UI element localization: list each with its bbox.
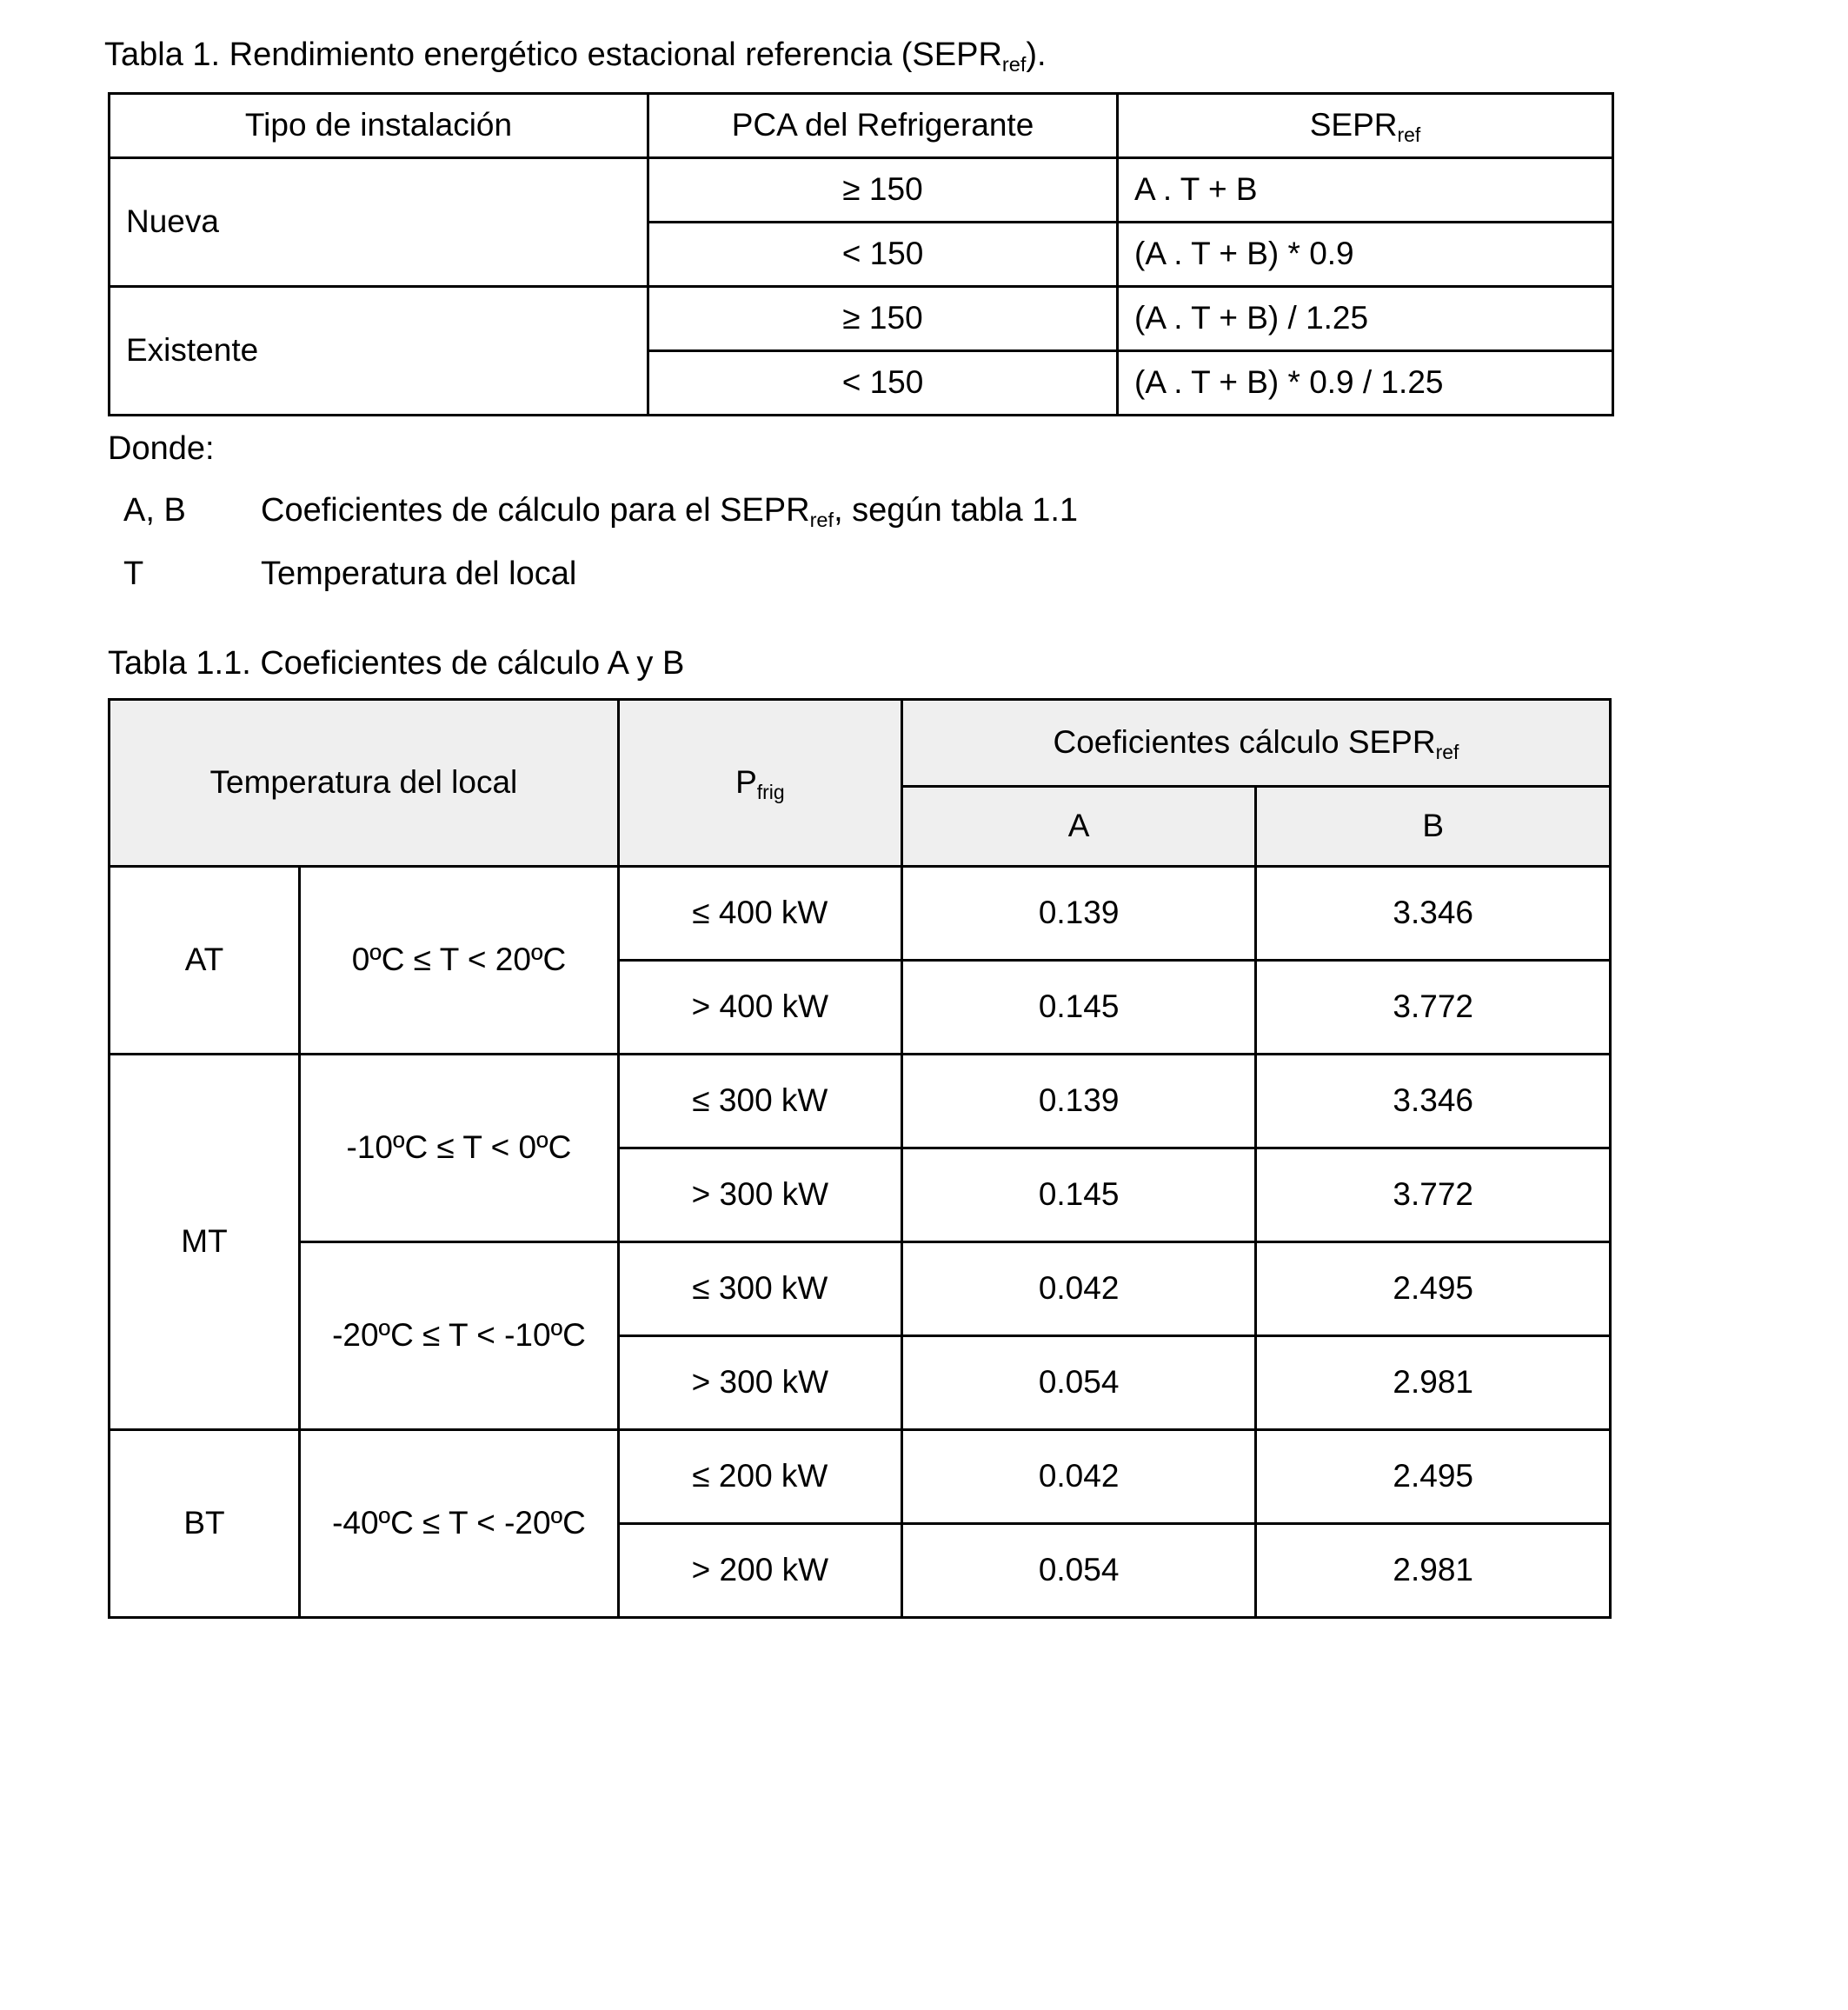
table-coefficients-a-b: [108, 698, 1612, 1619]
cell-temp-range: -10ºC ≤ T < 0ºC: [300, 1054, 619, 1241]
definition-desc-prefix: Coeficientes de cálculo para el SEPR: [261, 491, 810, 529]
cell-coefficient-b: 2.981: [1256, 1335, 1611, 1429]
cell-installation-existing: Existente: [110, 286, 648, 415]
cell-coefficient-b: 3.772: [1256, 1148, 1611, 1241]
cell-power: ≤ 300 kW: [618, 1054, 901, 1148]
definition-item: [104, 556, 1787, 593]
header-coefficients-text: Coeficientes cálculo SEPR: [1053, 724, 1436, 760]
cell-group-bt: BT: [110, 1429, 300, 1617]
header-pfrig-text: P: [735, 764, 757, 800]
table1-caption: [104, 35, 1787, 77]
cell-coefficient-b: 2.495: [1256, 1429, 1611, 1523]
table1-caption-suffix: ).: [1026, 37, 1047, 73]
cell-sepr-formula: (A . T + B) / 1.25: [1118, 286, 1613, 350]
cell-group-at: AT: [110, 866, 300, 1054]
cell-sepr-formula: (A . T + B) * 0.9: [1118, 222, 1613, 286]
cell-coefficient-a: 0.145: [901, 1148, 1256, 1241]
cell-coefficient-b: 3.346: [1256, 866, 1611, 960]
cell-coefficient-a: 0.054: [901, 1523, 1256, 1617]
table-row: [110, 157, 1613, 222]
cell-power: ≤ 400 kW: [618, 866, 901, 960]
cell-temp-range: -40ºC ≤ T < -20ºC: [300, 1429, 619, 1617]
definition-item: [104, 492, 1787, 529]
table1-caption-subscript: ref: [1001, 53, 1027, 77]
cell-power: ≤ 300 kW: [618, 1241, 901, 1335]
cell-coefficient-b: 3.346: [1256, 1054, 1611, 1148]
header-installation-type: Tipo de instalación: [110, 93, 648, 157]
cell-coefficient-b: 2.495: [1256, 1241, 1611, 1335]
table1-caption-prefix: Tabla 1. Rendimiento energético estacional referencia (SEPR: [104, 37, 1002, 73]
cell-coefficient-a: 0.145: [901, 960, 1256, 1054]
cell-installation-new: Nueva: [110, 157, 648, 286]
cell-coefficient-a: 0.054: [901, 1335, 1256, 1429]
cell-gwp: < 150: [648, 350, 1118, 415]
cell-coefficient-a: 0.042: [901, 1429, 1256, 1523]
table-row: [110, 1241, 1611, 1335]
cell-temp-range: -20ºC ≤ T < -10ºC: [300, 1241, 619, 1429]
definition-description: [261, 556, 1787, 593]
cell-power: ≤ 200 kW: [618, 1429, 901, 1523]
cell-temp-range: 0ºC ≤ T < 20ºC: [300, 866, 619, 1054]
cell-coefficient-a: 0.042: [901, 1241, 1256, 1335]
table11-caption: Tabla 1.1. Coeficientes de cálculo A y B: [108, 644, 685, 682]
header-coefficients-group: [901, 699, 1610, 786]
definition-desc-prefix: Temperatura del local: [261, 555, 577, 592]
header-coefficient-b: B: [1256, 786, 1611, 866]
cell-coefficient-b: 2.981: [1256, 1523, 1611, 1617]
table-row: [110, 866, 1611, 960]
definition-term: T: [123, 555, 144, 592]
header-pfrig: [618, 699, 901, 866]
table-sepr-reference: [108, 92, 1614, 416]
cell-sepr-formula: (A . T + B) * 0.9 / 1.25: [1118, 350, 1613, 415]
cell-coefficient-a: 0.139: [901, 1054, 1256, 1148]
header-sepr-text: SEPR: [1309, 107, 1398, 143]
cell-power: > 200 kW: [618, 1523, 901, 1617]
header-sepr-ref: [1118, 93, 1613, 157]
cell-power: > 300 kW: [618, 1148, 901, 1241]
header-coefficient-a: A: [901, 786, 1256, 866]
cell-group-mt: MT: [110, 1054, 300, 1429]
definition-desc-subscript: ref: [809, 508, 834, 531]
table-row: [110, 1429, 1611, 1523]
header-local-temperature: Temperatura del local: [110, 699, 619, 866]
header-sepr-subscript: ref: [1397, 123, 1421, 146]
definition-term: A, B: [123, 491, 186, 529]
table-header-row: [110, 93, 1613, 157]
definition-description: [261, 492, 1787, 529]
where-label: Donde:: [108, 429, 215, 467]
cell-power: > 400 kW: [618, 960, 901, 1054]
header-pfrig-subscript: frig: [756, 780, 785, 803]
cell-gwp: ≥ 150: [648, 157, 1118, 222]
table-row: [110, 286, 1613, 350]
table-header-row: [110, 699, 1611, 786]
definition-desc-suffix: , según tabla 1.1: [834, 491, 1079, 529]
cell-power: > 300 kW: [618, 1335, 901, 1429]
header-refrigerant-gwp: PCA del Refrigerante: [648, 93, 1118, 157]
cell-coefficient-a: 0.139: [901, 866, 1256, 960]
cell-sepr-formula: A . T + B: [1118, 157, 1613, 222]
definition-list: [104, 492, 1787, 593]
header-coefficients-subscript: ref: [1435, 740, 1459, 763]
cell-coefficient-b: 3.772: [1256, 960, 1611, 1054]
table-row: [110, 1054, 1611, 1148]
cell-gwp: ≥ 150: [648, 286, 1118, 350]
cell-gwp: < 150: [648, 222, 1118, 286]
